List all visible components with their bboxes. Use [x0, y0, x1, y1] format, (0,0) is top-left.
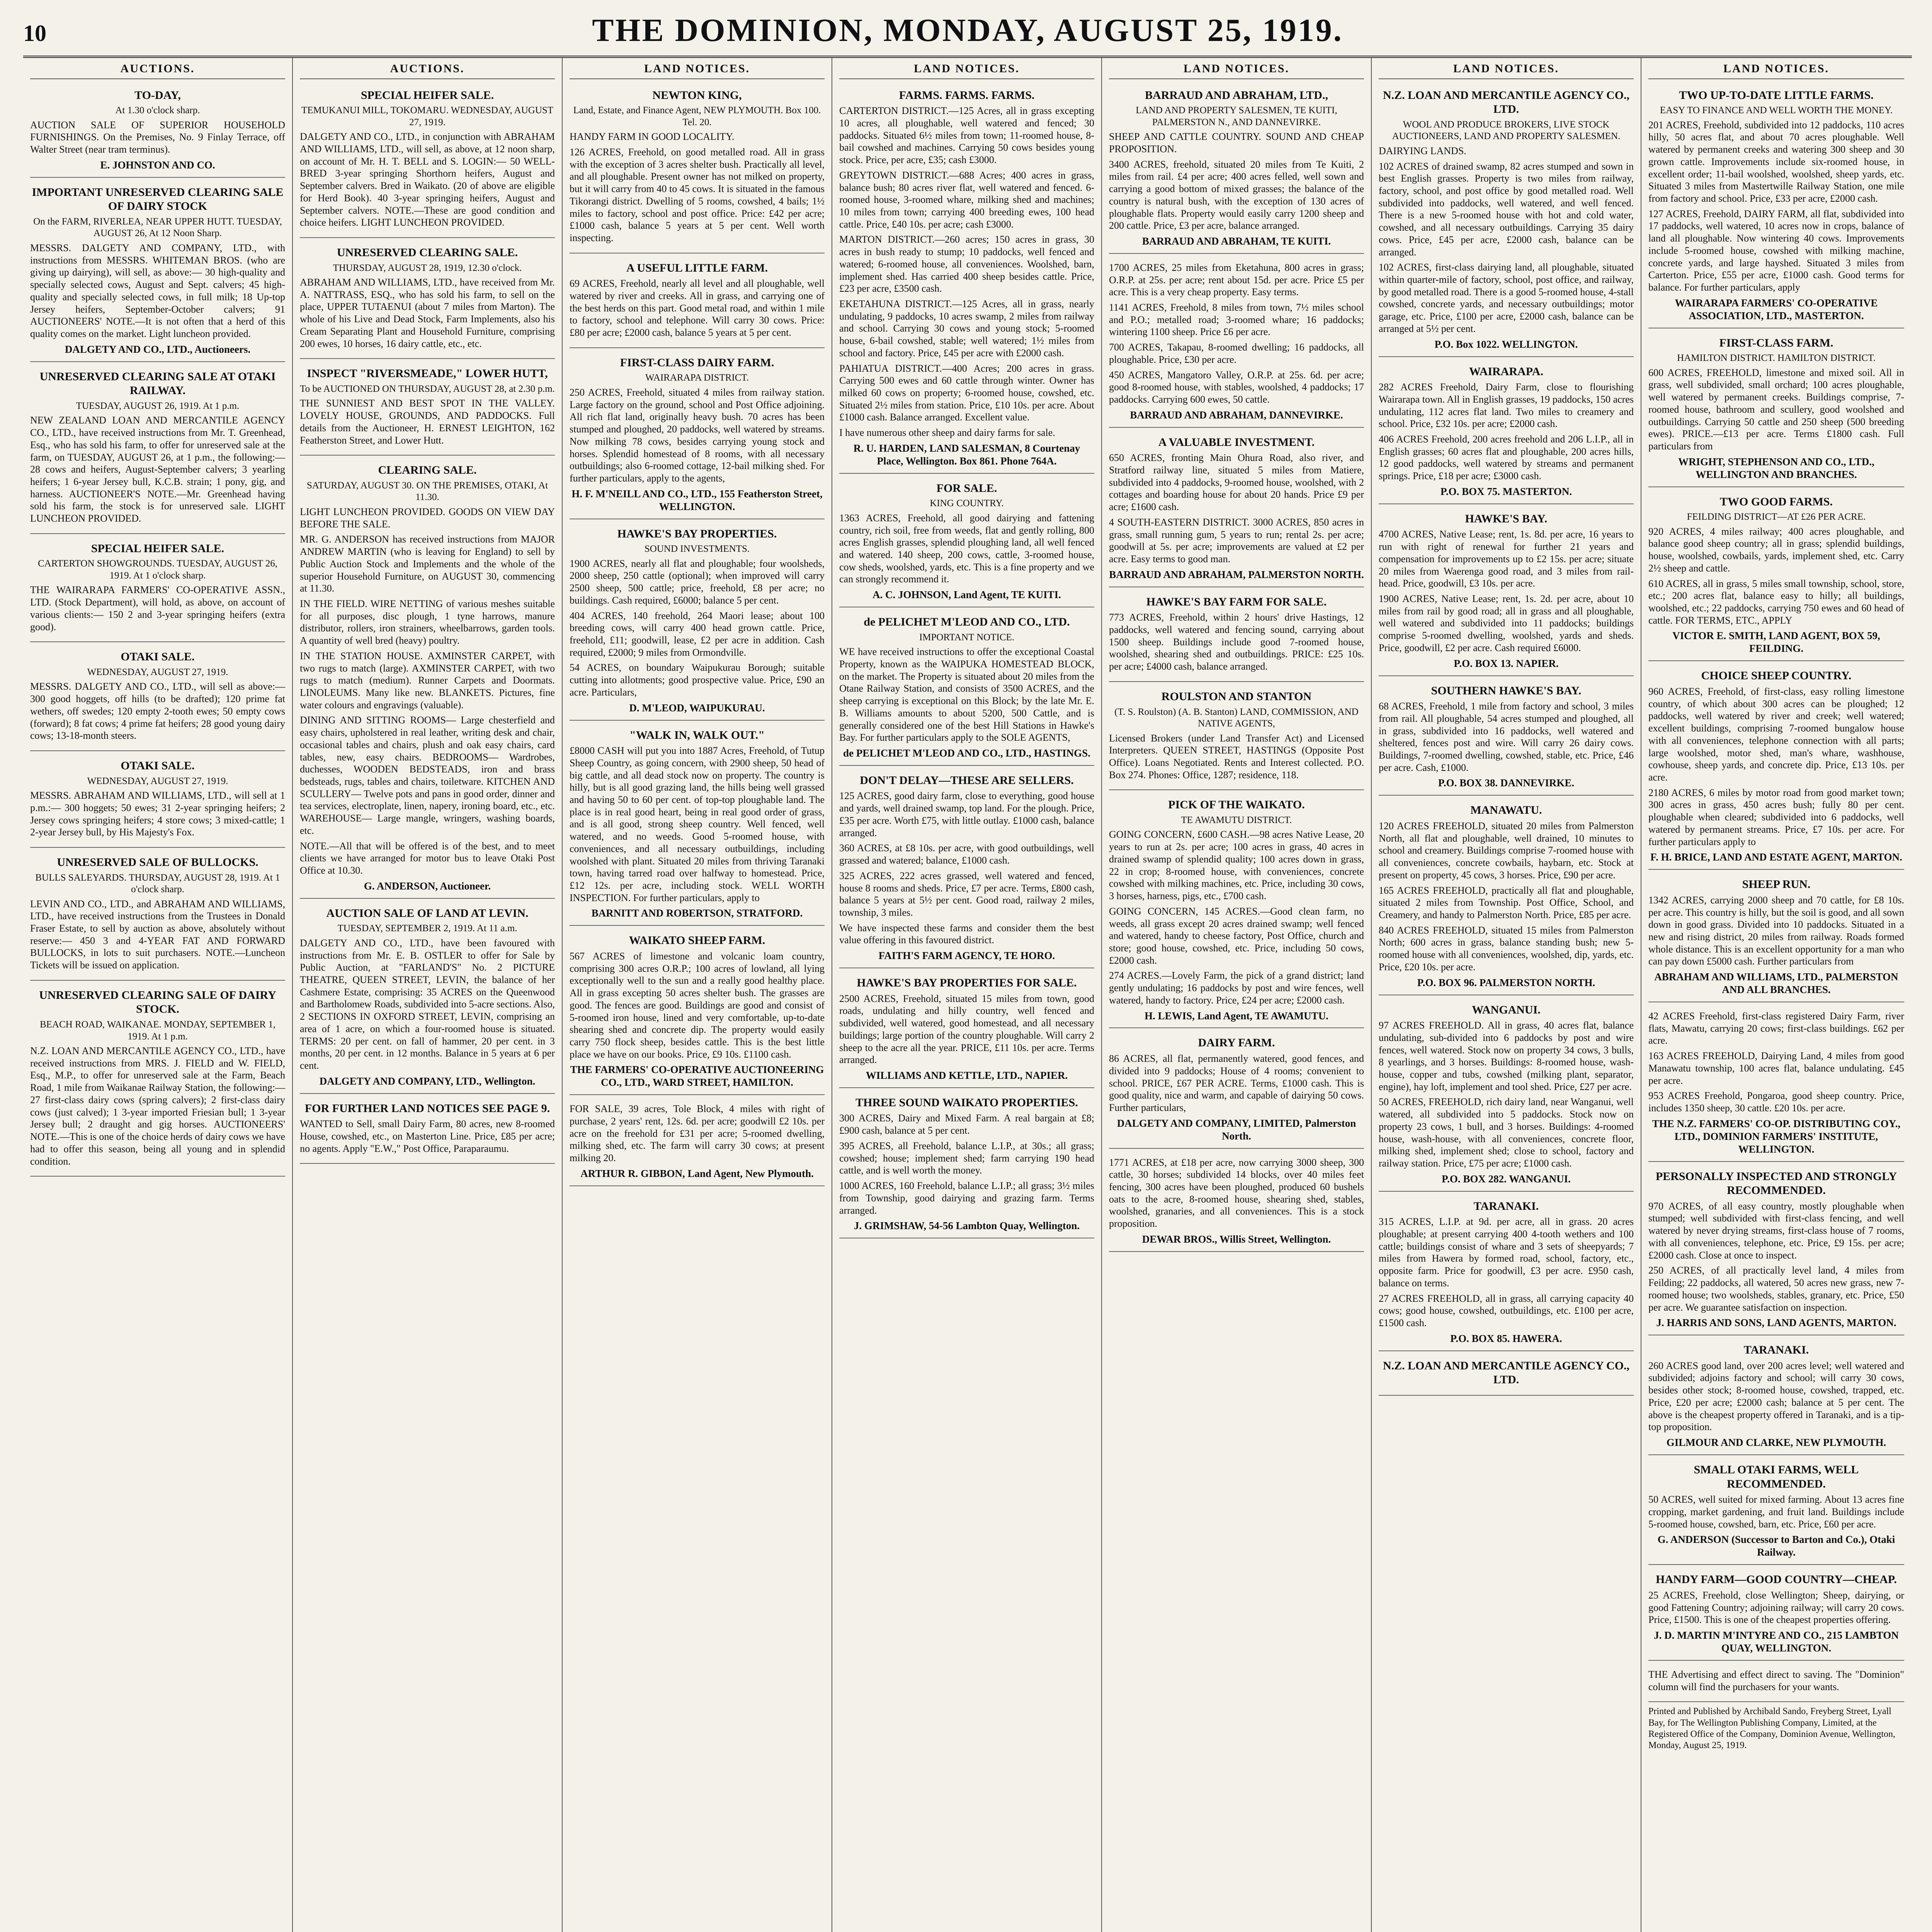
ad-signature: DALGETY AND COMPANY, LTD., Wellington. — [319, 1075, 536, 1087]
ad-signature: P.O. BOX 85. HAWERA. — [1450, 1332, 1562, 1344]
ad-body: 54 ACRES, on boundary Waipukurau Borough; suitable cutting into allotments; good prospective value. Price, £90 an acre. Particulars, — [570, 662, 825, 698]
advertisement — [1648, 1166, 1904, 1336]
ad-signature: H. LEWIS, Land Agent, TE AWAMUTU. — [1145, 1010, 1328, 1022]
ad-body: THE WAIRARAPA FARMERS' CO-OPERATIVE ASSN., LTD. (Stock Department), will hold, as above, on account of various clients:— 150 2 and 3-year springing heifers (extra good). — [30, 584, 285, 633]
ad-body: 102 ACRES, first-class dairying land, all ploughable, situated within quarter-mile of factory, school, post office, and railway, by good metalled road. There is a good 5-roomed house, 4-stall cowshed, concrete yards, and necessary outbuildings; motor garage, etc. Price, £100 per acre, £2000 cash, balance can be arranged at 5½ per cent. — [1379, 262, 1634, 334]
advertisement — [1648, 332, 1904, 487]
ad-heading: A USEFUL LITTLE FARM. — [626, 261, 768, 274]
ad-signature: THE FARMERS' CO-OPERATIVE AUCTIONEERING CO., LTD., WARD STREET, HAMILTON. — [570, 1064, 824, 1088]
advertisement — [839, 611, 1094, 766]
advertisement — [1648, 1665, 1904, 1702]
advertisement — [1648, 1339, 1904, 1455]
ad-signature: P.O. BOX 282. WANGANUI. — [1442, 1173, 1571, 1185]
advertisement — [1648, 85, 1904, 328]
ad-body: 1363 ACRES, Freehold, all good dairying and fattening country, rich soil, free from weeds, flat and gently rolling, 800 acres English grasses, splendid ploughing land, all well fenced and watered. 140 sheep, 200 cows, cattle, 3-roomed house, cow sheds, woolshed, yards, etc. This is a fine property and we can strongly recommend it. — [839, 512, 1094, 585]
ad-signature: DALGETY AND CO., LTD., Auctioneers. — [65, 343, 251, 355]
advertisement — [300, 363, 555, 456]
ad-subheading: TUESDAY, AUGUST 26, 1919. At 1 p.m. — [76, 400, 240, 411]
advertisement — [30, 646, 285, 751]
ad-subheading: BEACH ROAD, WAIKANAE. MONDAY, SEPTEMBER 1, 1919. At 1 p.m. — [39, 1019, 276, 1042]
ad-signature: THE N.Z. FARMERS' CO-OP. DISTRIBUTING COY., LTD., DOMINION FARMERS' INSTITUTE, WELLINGTON. — [1652, 1117, 1901, 1155]
ad-signature: D. M'LEOD, WAIPUKURAU. — [629, 702, 765, 714]
column-heading: LAND NOTICES. — [1648, 62, 1904, 79]
ad-heading: UNRESERVED CLEARING SALE. — [337, 246, 518, 259]
ad-body: MESSRS. DALGETY AND COMPANY, LTD., with instructions from MESSRS. WHITEMAN BROS. (who are giving up dairying), will sell, as above:— 30 high-quality and specially selected cows, August and Sept. calvers; 45 high-quality and specially selected cows, in full milk; 18 Up-top Jersey heifers, September-October calvers; 91 AUCTIONEERS' NOTE.—It is not often that a herd of this quality comes on the market. Light luncheon provided. — [30, 242, 285, 339]
ad-heading: PICK OF THE WAIKATO. — [1168, 798, 1305, 811]
ad-heading: UNRESERVED CLEARING SALE AT OTAKI RAILWAY. — [39, 370, 276, 397]
advertisement — [300, 85, 555, 238]
column — [1641, 58, 1911, 1932]
ad-body: 250 ACRES, Freehold, situated 4 miles from railway station. Large factory on the ground, school and Post Office adjoining. All rich flat land, originally heavy bush. 70 acres has been stumped and ploughed, 20 paddocks, well watered by streams. Now milking 78 cows, besides carrying young stock and horses. Splendid homestead of 8 rooms, with all necessary outbuildings; also 6-roomed cottage, 12-bail milking shed. For further particulars, apply to the agents, — [570, 386, 825, 484]
advertisement — [300, 1098, 555, 1164]
column-heading: LAND NOTICES. — [1379, 62, 1634, 79]
ad-signature: G. ANDERSON, Auctioneer. — [364, 880, 491, 892]
ad-signature: WAIRARAPA FARMERS' CO-OPERATIVE ASSOCIATION, LTD., MASTERTON. — [1675, 297, 1878, 321]
ad-body: AUCTION SALE OF SUPERIOR HOUSEHOLD FURNISHINGS. On the Premises, No. 9 Finlay Terrace, off Walter Street (near tram terminus). — [30, 119, 285, 155]
ad-heading: WAIKATO SHEEP FARM. — [629, 934, 765, 947]
advertisement — [1379, 799, 1634, 995]
ad-heading: TWO GOOD FARMS. — [1720, 495, 1833, 508]
ad-heading: ROULSTON AND STANTON — [1161, 690, 1312, 703]
ad-signature: J. D. MARTIN M'INTYRE AND CO., 215 LAMBTON QUAY, WELLINGTON. — [1654, 1629, 1899, 1654]
ad-signature: P.O. BOX 13. NAPIER. — [1454, 657, 1559, 669]
ad-heading: HANDY FARM—GOOD COUNTRY—CHEAP. — [1656, 1573, 1897, 1586]
ad-body: FOR SALE, 39 acres, Tole Block, 4 miles with right of purchase, 2 years' rent, 12s. 6d. per acre; goodwill £2 10s. per acre on the freehold for £31 per acre; 5-roomed dwelling, milking shed, etc. The farm will carry 30 cows; at present milking 20. — [570, 1103, 825, 1164]
ad-heading: AUCTION SALE OF LAND AT LEVIN. — [326, 906, 529, 920]
column — [1102, 58, 1372, 1932]
advertisement — [1648, 1459, 1904, 1565]
ad-heading: DON'T DELAY—THESE ARE SELLERS. — [860, 774, 1074, 787]
ad-body: 163 ACRES FREEHOLD, Dairying Land, 4 miles from good Manawatu township, 100 acres flat, balance undulating. £45 per acre. — [1648, 1050, 1904, 1086]
ad-body: 165 ACRES FREEHOLD, practically all flat and ploughable, situated 2 miles from Township. Post Office, School, and Creamery, and handy to Palmerston North. Price, £85 per acre. — [1379, 884, 1634, 920]
ad-body: 4700 ACRES, Native Lease; rent, 1s. 8d. per acre, 16 years to run with right of renewal for further 21 years and compensation for improvements up to £2 15s. per acre; situate 20 miles from Waerenga good road, and 3 miles from rail-head. Price, goodwill, £3 10s. per acre. — [1379, 529, 1634, 589]
ad-body: THE SUNNIEST AND BEST SPOT IN THE VALLEY. LOVELY HOUSE, GROUNDS, AND PADDOCKS. Full details from the Auctioneer, H. ERNEST LEIGHTON, 162 Featherston Street, and Lower Hutt. — [300, 398, 555, 446]
ad-signature: VICTOR E. SMITH, LAND AGENT, BOX 59, FEILDING. — [1672, 630, 1880, 655]
ad-body: 406 ACRES Freehold, 200 acres freehold and 206 L.I.P., all in English grasses; 60 acres flat and ploughable, 200 acres hills, 12 good paddocks, well watered by streams and permanent springs. Price, £18 per acre; £3000 cash. — [1379, 433, 1634, 482]
ad-body: PAHIATUA DISTRICT.—400 Acres; 200 acres in grass. Carrying 500 ewes and 60 cattle through winter. Owner has milked 60 cows on property; 6-roomed house, cowshed, etc. Situated 2½ miles from station. Price, £10 10s. per acre. About £1000 cash. Balance arranged. Excellent value. — [839, 362, 1094, 423]
ad-body: 1700 ACRES, 25 miles from Eketahuna, 800 acres in grass; O.R.P. at 25s. per acre; rent about 15d. per acre. Price £5 per acre. This is a very cheap property. Easy terms. — [1109, 262, 1364, 298]
ad-body: 282 ACRES Freehold, Dairy Farm, close to flourishing Wairarapa town. All in English grasses, 19 paddocks, 150 acres undulating, 112 acres flat land. Two miles to creamery and school. Price, £32 10s. per acre; £2000 cash. — [1379, 381, 1634, 430]
ad-body: 120 ACRES FREEHOLD, situated 20 miles from Palmerston North, all flat and ploughable, well drained, 10 minutes to school and creamery. Buildings comprise 7-roomed house with all conveniences, concrete cowbails, haybarn, etc. Stock at present on property, 45 cows, 3 horses. Price, £90 per acre. — [1379, 820, 1634, 881]
ad-heading: de PELICHET M'LEOD AND CO., LTD. — [864, 616, 1070, 629]
ad-body: 650 ACRES, fronting Main Ohura Road, also river, and Stratford railway line, situated 5 miles from Matiere, subdivided into 4 paddocks, 9-roomed house, woolshed, with 2 cottages and boarding house for about 20 hands. Price £9 per acre; £1600 cash. — [1109, 452, 1364, 513]
ad-body: 600 ACRES, FREEHOLD, limestone and mixed soil. All in grass, well subdivided, small orchard; 100 acres ploughable, well watered by permanent creeks. Buildings comprise, 7-roomed house, bathroom and scullery, good woolshed and outbuildings. Carrying 50 cattle and 250 sheep (500 breeding ewes). PRICE.—£13 per acre. Terms £1800 cash. Full particulars from — [1648, 367, 1904, 452]
ad-body: 395 ACRES, all Freehold, balance L.I.P., at 30s.; all grass; cowshed; house; implement shed; farm carrying 190 head cattle, and is well worth the money. — [839, 1140, 1094, 1176]
ad-signature: F. H. BRICE, LAND AND ESTATE AGENT, MARTON. — [1650, 851, 1902, 863]
ad-heading: THREE SOUND WAIKATO PROPERTIES. — [855, 1096, 1078, 1109]
ad-body: MARTON DISTRICT.—260 acres; 150 acres in grass, 30 acres in bush ready to stump; 10 paddocks, well fenced and watered; 6-roomed house, all conveniences. Woolshed, barn, implement shed. Has carried 400 sheep besides cattle. Price, £23 per acre, £3500 cash. — [839, 234, 1094, 294]
advertisement — [300, 242, 555, 359]
advertisement — [1379, 680, 1634, 796]
ad-body: I have numerous other sheep and dairy farms for sale. — [839, 427, 1055, 439]
advertisement — [30, 182, 285, 362]
ad-signature: P.O. Box 1022. WELLINGTON. — [1434, 338, 1578, 350]
advertisement — [30, 85, 285, 178]
advertisement — [1379, 1196, 1634, 1351]
ad-body: We have inspected these farms and consider them the best value offering in this favoured district. — [839, 922, 1094, 946]
column — [23, 58, 293, 1932]
advertisement — [1379, 508, 1634, 676]
ad-body: 127 ACRES, Freehold, DAIRY FARM, all flat, subdivided into 17 paddocks, well watered, 10 acres now in crops, balance of land all ploughable. Now wintering 40 cows. Improvements include 5-roomed house, cowshed with milking machine, concrete yards, and large hayshed. Situated 3 miles from Carterton. Price, £55 per acre, £1000 cash. Good terms for balance. For further particulars, apply — [1648, 208, 1904, 293]
ad-heading: SMALL OTAKI FARMS, WELL RECOMMENDED. — [1694, 1463, 1859, 1490]
advertisement — [30, 852, 285, 981]
ad-subheading: WEDNESDAY, AUGUST 27, 1919. — [87, 667, 228, 677]
advertisement — [1109, 432, 1364, 587]
advertisement — [1648, 1006, 1904, 1162]
ad-subheading: TEMUKANUI MILL, TOKOMARU. WEDNESDAY, AUGUST 27, 1919. — [301, 105, 554, 128]
ad-body: £8000 CASH will put you into 1887 Acres, Freehold, of Tutup Sheep Country, as going concern, with 2900 sheep, 50 head of big cattle, and all dead stock now on property. The country is hilly, but is all good grazing land, the hills being well grassed and having 50 to 60 per cent. of top-top ploughable land. The place is in real good heart, being in real good order of grass, and is all good, strong sheep country. Well fenced, well watered, and no weeds. Good 5-roomed house, with conveniences, and all necessary outbuildings, including woolshed with plant. Situated 20 miles from thriving Taranaki town, having tarred road over halfway to homestead. Price, £12 12s. per acre, including stock. WELL WORTH INSPECTION. For further particulars, apply to — [570, 745, 825, 903]
page-number: 10 — [23, 20, 46, 46]
ad-signature: FAITH'S FARM AGENCY, TE HORO. — [878, 950, 1055, 962]
advertisement — [1379, 1355, 1634, 1396]
ad-heading: SOUTHERN HAWKE'S BAY. — [1431, 684, 1582, 697]
ad-subheading: HAMILTON DISTRICT. HAMILTON DISTRICT. — [1677, 353, 1876, 364]
ad-body: CARTERTON DISTRICT.—125 Acres, all in grass excepting 10 acres, all ploughable, well watered and fenced; 30 paddocks. Situated 6½ miles from town; 11-roomed house, 8-bail cowshed and machines. Carrying 50 cows besides young stock. Price, per acre, £35; cash £3000. — [839, 105, 1094, 166]
ad-subheading: (T. S. Roulston) (A. B. Stanton) LAND, COMMISSION, AND NATIVE AGENTS, — [1114, 706, 1359, 729]
ad-body: NOTE.—All that will be offered is of the best, and to meet clients we have arranged for motor bus to leave Otaki Post Office at 10.30. — [300, 840, 555, 876]
imprint: Printed and Published by Archibald Sando, Freyberg Street, Lyall Bay, for The Wellington Publishing Company, Limited, at the Registered Office of the Company, Dominion Avenue, Wellington, Monday, August 25, 1919. — [1648, 1706, 1896, 1751]
ad-heading: WANGANUI. — [1472, 1003, 1541, 1016]
ad-heading: N.Z. LOAN AND MERCANTILE AGENCY CO., LTD. — [1383, 88, 1630, 116]
ad-body: 201 ACRES, Freehold, subdivided into 12 paddocks, 110 acres hilly, 50 acres flat, and about 70 acres ploughable. Well watered by permanent creeks and watering 300 sheep and 30 grown cattle. Improvements include six-roomed house, in excellent order; 11-bail woolshed, woolshed, sheep yards, etc. Situated 3 miles from Mastertwille Railway Station, one mile from factory and school. Price, £33 per acre, £2000 cash. — [1648, 119, 1904, 204]
ad-body: 773 ACRES, Freehold, within 2 hours' drive Hastings, 12 paddocks, well watered and fencing sound, carrying about 1500 sheep. Buildings include good 7-roomed house, woolshed, shearing shed and outbuildings. PRICE: £25 10s. per acre; £4000 cash, balance arranged. — [1109, 612, 1364, 672]
ad-subheading: CARTERTON SHOWGROUNDS. TUESDAY, AUGUST 26, 1919. At 1 o'clock sharp. — [37, 558, 277, 581]
ad-body: NEW ZEALAND LOAN AND MERCANTILE AGENCY CO., LTD., have received instructions from Mr. T. Greenhead, Esq., who has sold his farm, to offer for unreserved sale at the farm, on TUESDAY, AUGUST 26, at 1 p.m., the following:— 28 cows and heifers, August-September calvers; 3 yearling heifers; 1 6-year Jersey bull, K.C.B. strain; 1 pony, gig, and harness. AUCTIONEER'S NOTE.—Mr. Greenhead having sold his farm, the stock is for unreserved sale. LIGHT LUNCHEON PROVIDED. — [30, 415, 285, 524]
columns — [23, 58, 1912, 1932]
advertisement — [839, 972, 1094, 1088]
advertisement — [30, 755, 285, 848]
ad-signature: P.O. BOX 96. PALMERSTON NORTH. — [1417, 976, 1595, 988]
ad-heading: IMPORTANT UNRESERVED CLEARING SALE OF DAIRY STOCK — [32, 185, 284, 213]
ad-body: THE Advertising and effect direct to saving. The "Dominion" column will find the purchasers for your wants. — [1648, 1668, 1904, 1692]
ad-body: 250 ACRES, of all practically level land, 4 miles from Feilding; 22 paddocks, all watered, 50 acres new grass, new 7-roomed house; two woolsheds, stables, granary, etc. Price, £50 per acre. We guarantee satisfaction on inspection. — [1648, 1265, 1904, 1313]
advertisement — [570, 257, 825, 348]
ad-body: 42 ACRES Freehold, first-class registered Dairy Farm, river flats, Mawatu, carrying 20 cows; first-class buildings. £62 per acre. — [1648, 1010, 1904, 1046]
ad-body: 1900 ACRES, nearly all flat and ploughable; four woolsheds, 2000 sheep, 250 cattle (optional); when improved will carry 2500 sheep, 500 cattle; price, freehold, £8 per acre; no buildings. Cash required, £6000; balance 5 per cent. — [570, 558, 825, 606]
advertisement — [1379, 85, 1634, 357]
ad-body: 27 ACRES FREEHOLD, all in grass, all carrying capacity 40 cows; good house, cowshed, outbuildings, etc. £100 per acre, £1500 cash. — [1379, 1293, 1634, 1328]
ad-body: DALGETY AND CO., LTD., in conjunction with ABRAHAM AND WILLIAMS, LTD., will sell, as above, at 12 noon sharp, on account of Mr. H. T. BELL and S. LOGIN:— 50 WELL-BRED 3-year springing Shorthorn heifers, August and September calvers. Bred in Waikato. (20 of above are eligible for Herd Book). 40 3-year springing heifers, August and September calvers. NOTE.—These are good condition and choice heifers. LIGHT LUNCHEON PROVIDED. — [300, 131, 555, 228]
ad-body: LEVIN AND CO., LTD., and ABRAHAM AND WILLIAMS, LTD., have received instructions from the Trustees in Donald Fraser Estate, to sell by auction as above, absolutely without reserve:— 450 3 and 4-YEAR FAT AND FORWARD BULLOCKS, in lots to suit purchasers. NOTE.—Luncheon Tickets will be issued on application. — [30, 898, 285, 971]
ad-body: 840 ACRES FREEHOLD, situated 15 miles from Palmerston North; 600 acres in grass, balance standing bush; new 5-roomed house with all conveniences, woolshed, dip, yards, etc. Price, £20 10s. per acre. — [1379, 924, 1634, 973]
advertisement — [1648, 1569, 1904, 1661]
column — [1372, 58, 1641, 1932]
ad-body: 50 ACRES, well suited for mixed farming. About 13 acres fine cropping, market gardening, and fruit land. Buildings include 5-roomed house, cowshed, barn, etc. Price, £60 per acre. — [1648, 1494, 1904, 1530]
advertisement — [1109, 794, 1364, 1028]
ad-signature: BARRAUD AND ABRAHAM, TE KUITI. — [1142, 235, 1331, 247]
ad-subheading: At 1.30 o'clock sharp. — [115, 105, 200, 116]
ad-heading: HAWKE'S BAY PROPERTIES FOR SALE. — [857, 976, 1077, 990]
ad-body: 1141 ACRES, Freehold, 8 miles from town, 7½ miles school and P.O.; metalled road; 3-roomed whare; 16 paddocks; wintering 1100 sheep. Price £6 per acre. — [1109, 302, 1364, 338]
ad-heading: NEWTON KING, — [652, 88, 742, 102]
ad-heading: SPECIAL HEIFER SALE. — [91, 542, 224, 555]
ad-body: 970 ACRES, of all easy country, mostly ploughable when stumped; well subdivided with first-class fencing, and well watered by never drying streams, first-class house of 7 rooms, with all conveniences, telephone, etc. Price, £9 15s. per acre; £2000 cash. Close at once to inspect. — [1648, 1200, 1904, 1261]
advertisement — [1109, 1032, 1364, 1148]
ad-subheading: WOOL AND PRODUCE BROKERS, LIVE STOCK AUCTIONEERS, LAND AND PROPERTY SALESMEN. — [1392, 119, 1621, 142]
ad-body: SHEEP AND CATTLE COUNTRY. SOUND AND CHEAP PROPOSITION. — [1109, 131, 1364, 155]
ad-body: IN THE FIELD. WIRE NETTING of various meshes suitable for all purposes, disc plough, 1 tyne harrows, manure distributor, rollers, iron strainers, wheelbarrows, garden tools. A quantity of well bred (heavy) poultry. — [300, 598, 555, 646]
ad-signature: GILMOUR AND CLARKE, NEW PLYMOUTH. — [1666, 1437, 1886, 1449]
ad-subheading: WEDNESDAY, AUGUST 27, 1919. — [87, 776, 228, 786]
ad-body: 360 ACRES, at £8 10s. per acre, with good outbuildings, well grassed and watered; balance, £1000 cash. — [839, 842, 1094, 866]
ad-heading: TARANAKI. — [1473, 1199, 1539, 1213]
ad-body: 274 ACRES.—Lovely Farm, the pick of a grand district; land gently undulating; 16 paddocks by post and wire fences, well watered, handy to factory. Price, £24 per acre; £2000 cash. — [1109, 970, 1364, 1006]
ad-signature: G. ANDERSON (Successor to Barton and Co.), Otaki Railway. — [1657, 1534, 1895, 1558]
ad-heading: PERSONALLY INSPECTED AND STRONGLY RECOMMENDED. — [1655, 1170, 1897, 1197]
ad-body: 3400 ACRES, freehold, situated 20 miles from Te Kuiti, 2 miles from rail. £4 per acre; 400 acres felled, well sown and carrying a good bottom of mixed grasses; the balance of the country is natural bush, with the exception of 130 acres of ploughable flats. Property would easily carry 1200 sheep and 200 cattle. Price, £3 per acre, balance arranged. — [1109, 158, 1364, 231]
ad-body: 25 ACRES, Freehold, close Wellington; Sheep, dairying, or good Fattening Country; adjoining railway; will carry 20 cows. Price, £1500. This is one of the cheapest properties offering. — [1648, 1589, 1904, 1626]
ad-subheading: To be AUCTIONED ON THURSDAY, AUGUST 28, at 2.30 p.m. — [300, 383, 555, 394]
ad-body: 68 ACRES, Freehold, 1 mile from factory and school, 3 miles from rail. All ploughable, 54 acres stumped and ploughed, all in grass, subdivided into 16 paddocks, well watered and sheltered, fences post and wire. Will carry 26 dairy cows. Buildings, 7-roomed dwelling, cowshed, stable, etc. Price, £46 per acre. Cash, £1000. — [1379, 701, 1634, 773]
advertisement — [1648, 491, 1904, 662]
ad-heading: HAWKE'S BAY FARM FOR SALE. — [1146, 595, 1327, 608]
ad-subheading: SATURDAY, AUGUST 30. ON THE PREMISES, OTAKI, At 11.30. — [306, 480, 548, 503]
advertisement — [30, 366, 285, 534]
advertisement — [300, 459, 555, 898]
ad-heading: TO-DAY, — [134, 88, 181, 102]
ad-signature: E. JOHNSTON AND CO. — [100, 159, 215, 171]
ad-body: 86 ACRES, all flat, permanently watered, good fences, and divided into 9 paddocks; House of 4 rooms; convenient to school. PRICE, £67 PER ACRE. Terms, £1000 cash. This is good quality, nice and warm, and capable of dairying 50 cows. Further particulars, — [1109, 1053, 1364, 1113]
advertisement — [839, 770, 1094, 968]
ad-heading: FARMS. FARMS. FARMS. — [899, 88, 1035, 102]
column-heading: AUCTIONS. — [300, 62, 555, 79]
ad-heading: WAIRARAPA. — [1469, 365, 1543, 378]
ad-subheading: THURSDAY, AUGUST 28, 1919, 12.30 o'clock. — [333, 262, 522, 273]
advertisement — [30, 538, 285, 642]
ad-subheading: FEILDING DISTRICT—AT £26 PER ACRE. — [1687, 512, 1866, 522]
ad-body: 125 ACRES, good dairy farm, close to everything, good house and yards, well drained swamp, top land. For the plough. Price, £35 per acre. Worth £75, with little outlay. £1000 cash, balance arranged. — [839, 790, 1094, 838]
ad-heading: FOR SALE. — [936, 481, 997, 495]
ad-body: 2500 ACRES, Freehold, situated 15 miles from town, good roads, undulating and hilly country, well fenced and subdivided, well watered, good homestead, and all necessary buildings; large portion of the country ploughable. Will carry 2 sheep to the acre all the year. PRICE, £11 10s. per acre. Terms arranged. — [839, 993, 1094, 1066]
advertisement — [1109, 591, 1364, 682]
ad-heading: OTAKI SALE. — [121, 650, 195, 663]
ad-signature: BARNITT AND ROBERTSON, STRATFORD. — [591, 907, 803, 919]
ad-signature: A. C. JOHNSON, Land Agent, TE KUITI. — [872, 589, 1061, 601]
column — [293, 58, 563, 1932]
ad-body: GREYTOWN DISTRICT.—688 Acres; 400 acres in grass, balance bush; 80 acres river flat, well watered and fenced. 6-roomed house, 3-roomed whare, milking shed and machines; 10 miles from town; carrying 400 breeding ewes, 100 head cattle. Price, £40 10s. per acre; cash £3000. — [839, 169, 1094, 230]
ad-heading: A VALUABLE INVESTMENT. — [1158, 435, 1315, 449]
ad-signature: P.O. BOX 75. MASTERTON. — [1440, 485, 1572, 497]
ad-body: 1000 ACRES, 160 Freehold, balance L.I.P.; all grass; 3½ miles from Township, good dairying and grazing farm. Terms arranged. — [839, 1180, 1094, 1216]
column-heading: LAND NOTICES. — [570, 62, 825, 79]
ad-body: 300 ACRES, Dairy and Mixed Farm. A real bargain at £8; £900 cash, balance at 5 per cent. — [839, 1112, 1094, 1136]
ad-signature: H. F. M'NEILL AND CO., LTD., 155 Featherston Street, WELLINGTON. — [571, 488, 823, 512]
advertisement — [839, 1092, 1094, 1238]
ad-body: 1342 ACRES, carrying 2000 sheep and 70 cattle, for £8 10s. per acre. This country is hilly, but the soil is good, and all sown down in good grass. Divided into 10 paddocks. Situated in a new and rising district, 20 miles from railway. Roads formed whole distance. This is an excellent opportunity for a man who can pay down £5000 cash. Further particulars from — [1648, 894, 1904, 967]
ad-heading: HAWKE'S BAY PROPERTIES. — [617, 527, 777, 540]
advertisement — [839, 478, 1094, 607]
advertisement — [570, 85, 825, 253]
ad-heading: TWO UP-TO-DATE LITTLE FARMS. — [1679, 88, 1874, 102]
ad-signature: ARTHUR R. GIBBON, Land Agent, New Plymouth. — [580, 1167, 814, 1179]
ad-body: 69 ACRES, Freehold, nearly all level and all ploughable, well watered by river and creeks. All in grass, and carrying one of the best herds on this part. Good metal road, and within 1 mile to factory, school and telephone. Will carry 30 cows. Price: £80 per acre; £2000 cash, balance 5 years at 5 per cent. — [570, 278, 825, 338]
advertisement — [839, 85, 1094, 474]
ad-body: 260 ACRES good land, over 200 acres level; well watered and subdivided; adjoins factory and school; will carry 30 cows, besides other stock; 8-roomed house, cowshed, trapped, etc. Price, £20 per acre; £2000 cash; balance at 5 per cent. The above is the cheapest property offered in Taranaki, and is a tip-top proposition. — [1648, 1360, 1904, 1433]
ad-subheading: IMPORTANT NOTICE. — [919, 632, 1015, 643]
ad-body: MR. G. ANDERSON has received instructions from MAJOR ANDREW MARTIN (who is leaving for England) to sell by Public Auction Stock and Implements and the whole of the superior Household Furniture, on AUGUST 30, commencing at 11.30. — [300, 534, 555, 594]
ad-body: 1900 ACRES, Native Lease; rent, 1s. 2d. per acre, about 10 miles from rail by good road; all in grass and all ploughable, well watered and subdivided into 11 paddocks; buildings comprise 5-roomed dwelling, woolshed, yards and sheds. Price, goodwill, £2 per acre. Cash required £6000. — [1379, 593, 1634, 653]
ad-heading: N.Z. LOAN AND MERCANTILE AGENCY CO., LTD. — [1383, 1359, 1630, 1386]
ad-body: 97 ACRES FREEHOLD. All in grass, 40 acres flat, balance undulating, sub-divided into 6 paddocks by post and wire fences, well watered. Stock now on property 34 cows, 3 bulls, 8 yearlings, and 3 horses. Buildings: 8-roomed house, wash-house, copper and tubs, cowshed (milking plant, separator, engine), hay loft, implement and tool shed. Price, £27 per acre. — [1379, 1020, 1634, 1092]
ad-signature: P.O. BOX 38. DANNEVIRKE. — [1438, 777, 1575, 789]
advertisement — [1109, 1153, 1364, 1252]
ad-heading: DAIRY FARM. — [1198, 1036, 1275, 1049]
ad-heading: FIRST-CLASS FARM. — [1719, 336, 1833, 349]
ad-body: 700 ACRES, Takapau, 8-roomed dwelling; 16 paddocks, all ploughable. Price, £30 per acre. — [1109, 342, 1364, 365]
ad-signature: ABRAHAM AND WILLIAMS, LTD., PALMERSTON AND ALL BRANCHES. — [1654, 971, 1898, 996]
column — [563, 58, 832, 1932]
ad-heading: HAWKE'S BAY. — [1465, 512, 1548, 525]
ad-signature: R. U. HARDEN, LAND SALESMAN, 8 Courtenay Place, Wellington. Box 861. Phone 764A. — [853, 442, 1080, 467]
ad-heading: OTAKI SALE. — [121, 759, 195, 772]
ad-heading: SPECIAL HEIFER SALE. — [361, 88, 494, 102]
ad-body: LIGHT LUNCHEON PROVIDED. GOODS ON VIEW DAY BEFORE THE SALE. — [300, 506, 555, 530]
ad-heading: INSPECT "RIVERSMEADE," LOWER HUTT, — [307, 367, 548, 380]
ad-subheading: SOUND INVESTMENTS. — [644, 544, 750, 554]
ad-body: WANTED to Sell, small Dairy Farm, 80 acres, new 8-roomed House, cowshed, etc., on Masterton Line. Price, £85 per acre; no agents. Apply "E.W.," Post Office, Paraparaumu. — [300, 1118, 555, 1154]
ad-body: MESSRS. DALGETY AND CO., LTD., will sell as above:— 300 good hoggets, off hills (to be drafted); 120 prime fat wethers, off swedes; 120 empty 2-tooth ewes; 50 empty cows (forward); 8 fat cows; 4 prime fat heifers; 28 good young dairy cows; 13-18-month steers. — [30, 681, 285, 742]
ad-heading: UNRESERVED CLEARING SALE OF DAIRY STOCK. — [39, 988, 276, 1016]
ad-body: EKETAHUNA DISTRICT.—125 Acres, all in grass, nearly undulating, 9 paddocks, 10 acres swamp, 2 miles from railway and school. Carrying 30 cows and young stock; 5-roomed house, 6-bail cowshed, stable; well watered; 1½ miles from school and factory. Price, £45 per acre with £2000 cash. — [839, 298, 1094, 359]
ad-signature: J. HARRIS AND SONS, LAND AGENTS, MARTON. — [1656, 1317, 1896, 1329]
ad-heading: CLEARING SALE. — [378, 464, 477, 477]
ad-subheading: Land, Estate, and Finance Agent, NEW PLYMOUTH. Box 100. Tel. 20. — [573, 105, 821, 128]
ad-signature: BARRAUD AND ABRAHAM, DANNEVIRKE. — [1130, 409, 1343, 421]
ad-subheading: TUESDAY, SEPTEMBER 2, 1919. At 11 a.m. — [337, 923, 517, 934]
ad-body: 450 ACRES, Mangatoro Valley, O.R.P. at 25s. 6d. per acre; good 8-roomed house, with stables, woolshed, 4 paddocks; 17 paddocks. Carrying 600 ewes, 50 cattle. — [1109, 369, 1364, 405]
advertisement — [30, 985, 285, 1177]
ad-heading: TARANAKI. — [1743, 1344, 1809, 1357]
page-title: THE DOMINION, MONDAY, AUGUST 25, 1919. — [592, 12, 1343, 48]
ad-body: 50 ACRES, FREEHOLD, rich dairy land, near Wanganui, well watered, all subdivided into 5 paddocks. Stock now on property 23 cows, 1 bull, and 3 horses. Buildings: 4-roomed house, wash-house, with all conveniences, concrete floor, milking shed, implement shed; close to school, factory and railway station. Price, £75 per acre; £1000 cash. — [1379, 1096, 1634, 1169]
ad-body: 920 ACRES, 4 miles railway; 400 acres ploughable, and balance good sheep country; all in grass; splendid buildings, house, woolshed, cowbails, yards, implement shed, etc. Carry 2½ sheep and cattle. — [1648, 526, 1904, 574]
ad-subheading: BULLS SALEYARDS. THURSDAY, AUGUST 28, 1919. At 1 o'clock sharp. — [35, 872, 280, 895]
ad-signature: BARRAUD AND ABRAHAM, PALMERSTON NORTH. — [1109, 568, 1364, 580]
advertisement — [1379, 361, 1634, 504]
advertisement — [1109, 258, 1364, 428]
column — [832, 58, 1102, 1932]
ad-body: ABRAHAM AND WILLIAMS, LTD., have received from Mr. A. NATTRASS, ESQ., who has sold his farm, to sell on the place, UPPER TUTAENUI (about 7 miles from Marton). The whole of his Live and Dead Stock, Farm Implements, also his Cream Separating Plant and Household Furniture, comprising 200 ewes, 10 horses, 16 dairy cattle, etc., etc. — [300, 277, 555, 349]
ad-body: GOING CONCERN, £600 CASH.—98 acres Native Lease, 20 years to run at 2s. per acre; 100 acres in grass, 40 acres in drained swamp of splendid quality; 100 acres down in grass, 22 in crop; 8-roomed house, with conveniences, concrete cowshed with milking machines, etc. Price, including 30 cows, 3 horses, harness, pigs, etc., £700 cash. — [1109, 829, 1364, 902]
advertisement — [300, 903, 555, 1094]
masthead — [23, 12, 1912, 58]
ad-heading: FOR FURTHER LAND NOTICES SEE PAGE 9. — [304, 1102, 550, 1115]
ad-heading: SHEEP RUN. — [1742, 878, 1811, 891]
ad-subheading: LAND AND PROPERTY SALESMEN, TE KUITI, PALMERSTON N., AND DANNEVIRKE. — [1136, 105, 1337, 128]
advertisement — [1109, 686, 1364, 790]
ad-body: HANDY FARM IN GOOD LOCALITY. — [570, 131, 735, 143]
ad-subheading: KING COUNTRY. — [930, 498, 1004, 509]
ad-body: 610 ACRES, all in grass, 5 miles small township, school, store, etc.; 200 acres flat, balance easy to hilly; all buildings, woolshed, etc.; 22 paddocks, carrying 750 ewes and 60 head of cattle. FOR TERMS, ETC., APPLY — [1648, 578, 1904, 626]
ad-body: DALGETY AND CO., LTD., have been favoured with instructions from Mr. E. B. OSTLER to offer for Sale by Public Auction, at "FARLAND'S" No. 2 PICTURE THEATRE, QUEEN STREET, LEVIN, the balance of her Cashmere Estate, comprising: 35 ACRES on the Queenwood and Bartholomew Roads, subdivided into 5-acre sections. Also, 2 SECTIONS IN OXFORD STREET, LEVIN, comprising an area of 1 acre, on which a four-roomed house is situated. TERMS: 20 per cent. on fall of hammer, 20 per cent. in 3 months, 20 per cent. in 12 months. Balance in 5 years at 6 per cent. — [300, 937, 555, 1071]
advertisement — [570, 724, 825, 926]
ad-body: 126 ACRES, Freehold, on good metalled road. All in grass with the exception of 3 acres shelter bush. Practically all level, and all ploughable. Present owner has not milked on property, but it will carry from 40 to 45 cows. It is situated in the famous Tikorangi district. Dwelling of 5 rooms, cowshed, 4 bails; 1½ miles to factory, school and post office. Price: £42 per acre; £1000 cash, balance 5 years at 5 per cent. Well worth inspecting. — [570, 146, 825, 243]
ad-subheading: TE AWAMUTU DISTRICT. — [1181, 815, 1292, 825]
advertisement — [570, 352, 825, 519]
ad-subheading: EASY TO FINANCE AND WELL WORTH THE MONEY. — [1660, 105, 1893, 116]
advertisement — [1109, 85, 1364, 254]
ad-signature: DALGETY AND COMPANY, LIMITED, Palmerston North. — [1117, 1117, 1356, 1142]
ad-signature: WRIGHT, STEPHENSON AND CO., LTD., WELLINGTON AND BRANCHES. — [1678, 456, 1874, 480]
ad-body: WE have received instructions to offer the exceptional Coastal Property, known as the WAIPUKA HOMESTEAD BLOCK, on the market. The Property is situated about 20 miles from the Otane Railway Station, and consists of 3500 ACRES, and the sheep carrying is exceptional on this Block; by the late Mr. E. B. Williams amounts to about 5200, 500 Cattle, and is generally considered one of the best Hill Stations in Hawke's Bay. For further particulars apply to the SOLE AGENTS, — [839, 646, 1094, 743]
ad-body: DINING AND SITTING ROOMS— Large chesterfield and easy chairs, upholstered in real leather, writing desk and chair, occasional tables and chairs, plush and oak easy chairs, card tables, new, easy chairs. BEDROOMS— Wardrobes, duchesses, WOODEN BEDSTEADS, iron and brass bedsteads, rugs, tables and chairs, toiletware. KITCHEN AND SCULLERY— Twelve pots and pans in good order, dinner and tea services, electroplate, linen, napery, ironing board, etc., etc. WAREHOUSE— Large mangle, wringers, washing boards, etc. — [300, 714, 555, 836]
ad-heading: FIRST-CLASS DAIRY FARM. — [620, 356, 774, 369]
ad-body: 315 ACRES, L.I.P. at 9d. per acre, all in grass. 20 acres ploughable; at present carrying 400 4-tooth wethers and 100 cattle; buildings consist of whare and 3 sets of sheepyards; 7 miles from Hawera by formed road, school, factory, etc., opposite farm. Price for goodwill, £3 per acre. £950 cash, balance on terms. — [1379, 1216, 1634, 1289]
ad-body: 2180 ACRES, 6 miles by motor road from good market town; 300 acres in grass, 450 acres bush; fully 80 per cent. ploughable when cleared; subdivided into 6 paddocks, well watered by permanent streams. Price, £7 10s. per acre. For further particulars apply to — [1648, 787, 1904, 847]
ad-body: N.Z. LOAN AND MERCANTILE AGENCY CO., LTD., have received instructions from MRS. J. FIELD and W. FIELD, Esq., M.P., to offer for unreserved sale at the Farm, Beach Road, 1 mile from Waikanae Railway Station, the following:— 27 first-class dairy cows (spring calvers); 2 first-class dairy cows (just calved); 1 3-year imported Friesian bull; 1 3-year Jersey bull; 2 draught and gig horses. AUCTIONEERS' NOTE.—This is one of the choice herds of dairy cows we have had to offer this season, being all young and in splendid condition. — [30, 1045, 285, 1167]
ad-heading: BARRAUD AND ABRAHAM, LTD., — [1145, 88, 1328, 102]
ad-body: IN THE STATION HOUSE. AXMINSTER CARPET, with two rugs to match (large). AXMINSTER CARPET, with two rugs to match (medium). Runner Carpets and Doormats. LINOLEUMS. Many like new. BLANKETS. Pictures, fine water colours and engravings (valuable). — [300, 650, 555, 711]
ad-body: 1771 ACRES, at £18 per acre, now carrying 3000 sheep, 300 cattle, 30 horses; subdivided 14 blocks, over 40 miles feet fencing, 300 acres have been ploughed, produced 60 bushels oats to the acre, 8-roomed house, shearing shed, stables, woolshed, granaries, and all conveniences. This is a stock proposition. — [1109, 1156, 1364, 1230]
advertisement — [1648, 665, 1904, 870]
ad-body: 404 ACRES, 140 freehold, 264 Maori lease; about 100 breeding cows, will carry 400 head grown cattle. Price, freehold, £11; goodwill, lease, £2 per acre in addition. Cash required, £2000; 9 miles from Ormondville. — [570, 610, 825, 658]
ad-body: Licensed Brokers (under Land Transfer Act) and Licensed Interpreters. QUEEN STREET, HASTINGS (Opposite Post Office). Loans Negotiated. Rents and Interest collected. P.O. Box 274. Phones: Office, 1287; residence, 118. — [1109, 732, 1364, 781]
ad-body: 953 ACRES Freehold, Pongaroa, good sheep country. Price, includes 1350 sheep, 30 cattle. £20 10s. per acre. — [1648, 1090, 1904, 1114]
ad-heading: UNRESERVED SALE OF BULLOCKS. — [57, 855, 259, 869]
ad-body: 4 SOUTH-EASTERN DISTRICT. 3000 ACRES, 850 acres in grass, small running gum, 5 years to run; rental 2s. per acre; goodwill at 5s. per acre; improvements are valued at £2 per acre. Easy terms to good man. — [1109, 516, 1364, 565]
advertisement — [1379, 999, 1634, 1192]
advertisement — [570, 523, 825, 721]
column-heading: LAND NOTICES. — [1109, 62, 1364, 79]
column-heading: AUCTIONS. — [30, 62, 285, 79]
advertisement — [1648, 874, 1904, 1002]
ad-body: 102 ACRES of drained swamp, 82 acres stumped and sown in best English grasses. Property is two miles from railway, factory, school, and post office by good metalled road. Well subdivided into paddocks, well watered, and well fenced. There is a new 5-roomed house with hot and cold water, cowshed, and all necessary outbuildings. Carrying 35 dairy cows. Price, £45 per acre, £2000 cash, balance can be arranged. — [1379, 160, 1634, 258]
ad-body: MESSRS. ABRAHAM AND WILLIAMS, LTD., will sell at 1 p.m.:— 300 hoggets; 50 ewes; 31 2-year springing heifers; 2 Jersey cows springing heifers; 4 store cows; 3 mixed-cattle; 1 2-year Jersey bull, by His Majesty's Fox. — [30, 790, 285, 838]
ad-body: 960 ACRES, Freehold, of first-class, easy rolling limestone country, of which about 300 acres can be ploughed; 12 paddocks, well watered by river and creek; well watered; excellent buildings, comprising 7-roomed bungalow house with all conveniences, telephone connection with all parts; large woolshed, motor shed, man's whare, washhouse, cowhouse, sheep yards, and concrete dip. Price, £13 10s. per acre. — [1648, 685, 1904, 783]
advertisement — [570, 1099, 825, 1186]
ad-body: 325 ACRES, 222 acres grassed, well watered and fenced, house 8 rooms and sheds. Price, £7 per acre. Terms, £800 cash, balance 5 years at 5½ per cent. Good road, railway 2 miles, township, 3 miles. — [839, 870, 1094, 918]
ad-signature: de PELICHET M'LEOD AND CO., LTD., HASTINGS. — [843, 747, 1090, 759]
ad-subheading: WAIRARAPA DISTRICT. — [645, 372, 749, 383]
ad-subheading: On the FARM, RIVERLEA, NEAR UPPER HUTT. TUESDAY, AUGUST 26, At 12 Noon Sharp. — [33, 216, 282, 239]
ad-heading: MANAWATU. — [1470, 804, 1542, 817]
ad-body: DAIRYING LANDS. — [1379, 145, 1466, 156]
ad-body: 567 ACRES of limestone and volcanic loam country, comprising 300 acres O.R.P.; 100 acres of lowland, all lying exceptionally well to the sun and a really good healthy place. All in grass excepting 50 acres shelter bush. The grasses are good. The fences are good. Buildings are good and consist of 5-roomed iron house, lined and very comfortable, up-to-date shearing shed and concrete dip. The property would easily carry 750 flock sheep, besides cattle. This is the best little place we have on our books. Price, £9 10s. £1100 cash. — [570, 950, 825, 1060]
column-heading: LAND NOTICES. — [839, 62, 1094, 79]
ad-heading: "WALK IN, WALK OUT." — [629, 728, 765, 742]
ad-signature: WILLIAMS AND KETTLE, LTD., NAPIER. — [866, 1069, 1068, 1081]
ad-signature: DEWAR BROS., Willis Street, Wellington. — [1142, 1233, 1331, 1245]
ad-signature: J. GRIMSHAW, 54-56 Lambton Quay, Wellington. — [854, 1220, 1080, 1232]
ad-heading: CHOICE SHEEP COUNTRY. — [1701, 669, 1852, 682]
advertisement — [570, 930, 825, 1095]
ad-body: GOING CONCERN, 145 ACRES.—Good clean farm, no weeds, all grass except 20 acres drained swamp; well fenced and watered, handy to cheese factory, Post Office, church and store; good house, cowshed, etc. Price, including 50 cows, £2000 cash. — [1109, 905, 1364, 966]
